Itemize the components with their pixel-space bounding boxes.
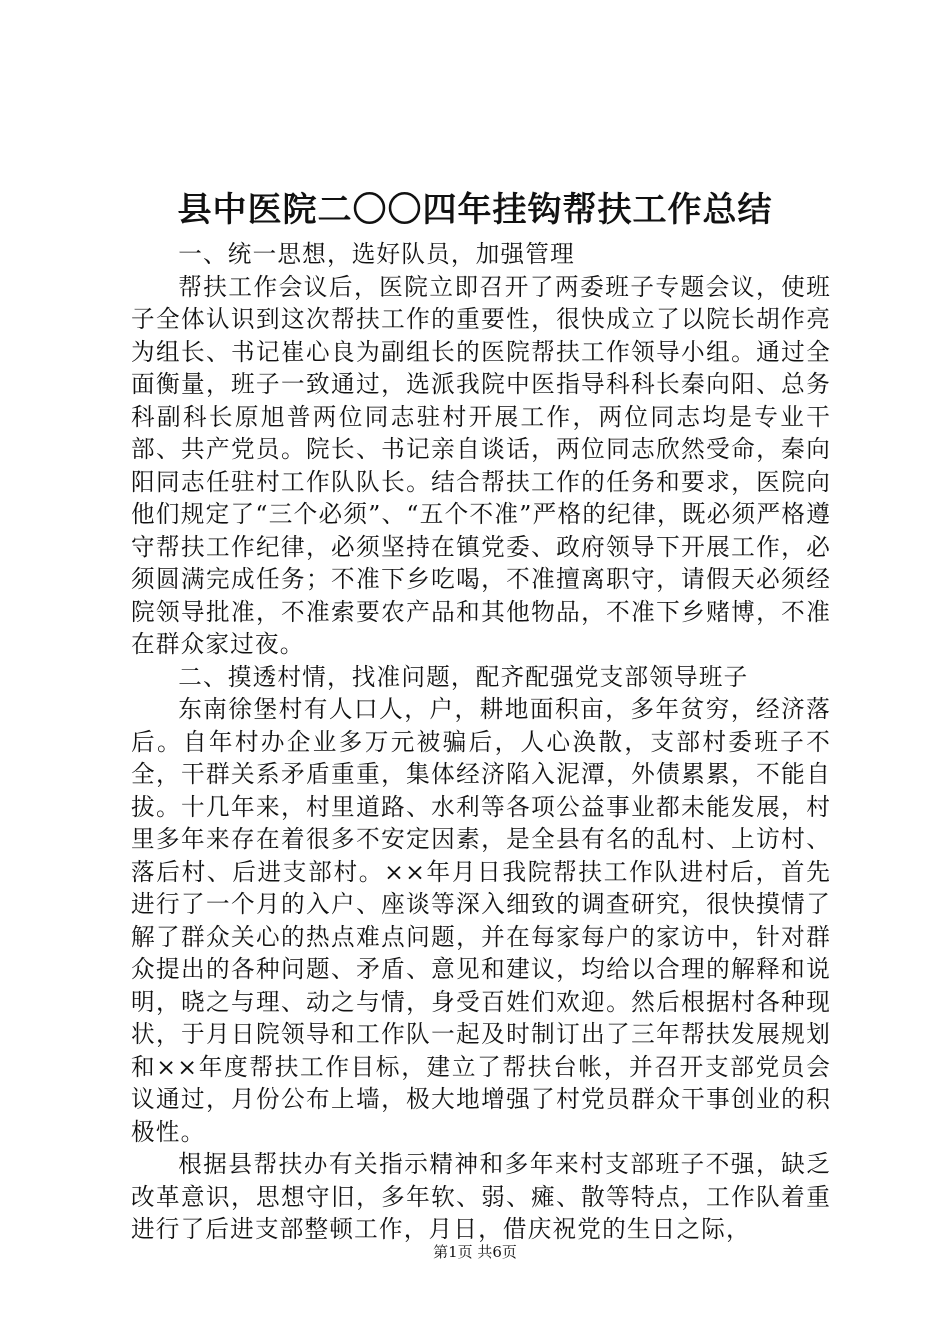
- document-title: 县中医院二〇〇四年挂钩帮扶工作总结: [177, 190, 773, 230]
- section-heading-2: 二、摸透村情，找准问题，配齐配强党支部领导班子: [178, 662, 749, 691]
- paragraph: 东南徐堡村有人口人，户，耕地面积亩，多年贫穷，经济落后。自年村办企业多万元被骗后，人心涣散，支部村委班子不全，干群关系矛盾重重，集体经济陷入泥潭，外债累累，不能自拔。十几年来，村里道路、水利等各项公益事业都未能发展，村里多年来存在着很多不安定因素，是全县有名的乱村、上访村、落后村、后进支部村。××年月日我院帮扶工作队进村后，首先进行了一个月的入户、座谈等深入细致的调查研究，很快摸情了解了群众关心的热点难点问题，并在每家每户的家访中，针对群众提出的各种问题、矛盾、意见和建议，均给以合理的解释和说明，晓之与理、动之与情，身受百姓们欢迎。然后根据村各种现状，于月日院领导和工作队一起及时制订出了三年帮扶发展规划和××年度帮扶工作目标，建立了帮扶台帐，并召开支部党员会议通过，月份公布上墙，极大地增强了村党员群众干事创业的积极性。: [131, 695, 831, 1146]
- document-body: [131, 238, 831, 1246]
- page-footer: 第1页 共6页: [433, 1243, 517, 1261]
- paragraph: 帮扶工作会议后，医院立即召开了两委班子专题会议，使班子全体认识到这次帮扶工作的重要性，很快成立了以院长胡作亮为组长、书记崔心良为副组长的医院帮扶工作领导小组。通过全面衡量，班子一致通过，选派我院中医指导科科长秦向阳、总务科副科长原旭普两位同志驻村开展工作，两位同志均是专业干部、共产党员。院长、书记亲自谈话，两位同志欣然受命，秦向阳同志任驻村工作队队长。结合帮扶工作的任务和要求，医院向他们规定了“三个必须”、“五个不准”严格的纪律，既必须严格遵守帮扶工作纪律，必须坚持在镇党委、政府领导下开展工作，必须圆满完成任务；不准下乡吃喝，不准擅离职守，请假天必须经院领导批准，不准索要农产品和其他物品，不准下乡赌博，不准在群众家过夜。: [131, 272, 831, 658]
- section-heading-1: 一、统一思想，选好队员，加强管理: [178, 240, 575, 268]
- paragraph: 根据县帮扶办有关指示精神和多年来村支部班子不强，缺乏改革意识，思想守旧，多年软、弱、瘫、散等特点，工作队着重进行了后进支部整顿工作，月日，借庆祝党的生日之际，: [131, 1150, 831, 1243]
